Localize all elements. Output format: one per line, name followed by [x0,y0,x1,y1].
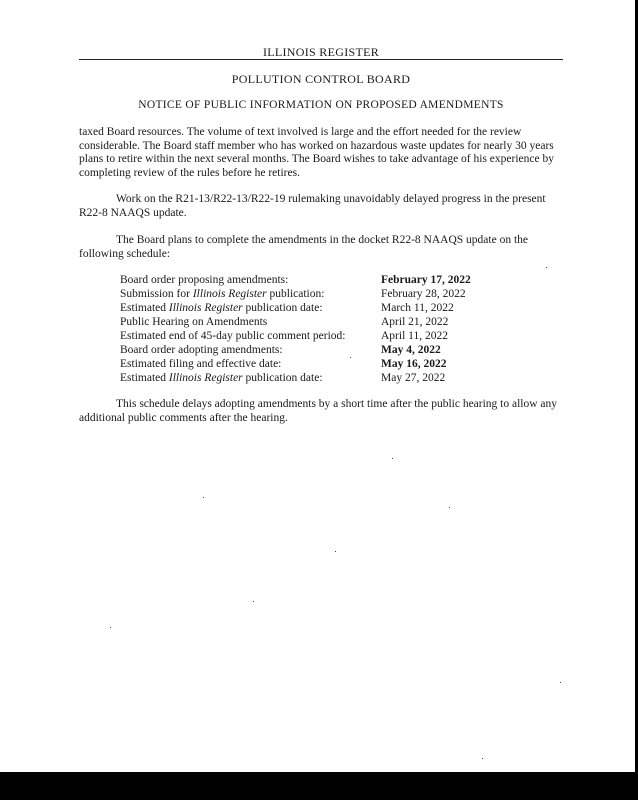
schedule-row [120,315,471,329]
schedule-label: Estimated Illinois Register publication date: [120,372,323,384]
schedule-row [120,329,471,343]
schedule-date: May 27, 2022 [381,372,446,384]
schedule-label: Board order proposing amendments: [120,274,289,286]
schedule-label: Public Hearing on Amendments [120,316,268,328]
schedule-row [120,287,471,301]
scan-bottom-bar [0,772,638,800]
schedule-label: Estimated filing and effective date: [120,358,282,370]
body-paragraph-3: The Board plans to complete the amendments in the docket R22-8 NAAQS update on the following schedule: [79,234,528,260]
scan-speck [253,601,254,602]
schedule-date: April 21, 2022 [381,316,449,328]
notice-title: NOTICE OF PUBLIC INFORMATION ON PROPOSED AMENDMENTS [138,99,504,111]
scan-speck [110,627,111,628]
body-paragraph-1: taxed Board resources. The volume of text involved is large and the effort needed for the review considerable. The Board staff member who has worked on hazardous waste updates for nearly 30 years plans to retire within the next several months. The Board wishes to take advantage of his experience by completing review of the rules before he retires. [79,126,554,180]
scan-speck [449,507,450,508]
schedule-row [120,273,471,287]
schedule-date: May 4, 2022 [381,344,441,356]
schedule-row [120,371,471,385]
scan-speck [335,551,336,552]
scan-speck [482,758,483,759]
scan-speck [560,682,561,683]
scan-speck [203,497,204,498]
body-paragraph-4: This schedule delays adopting amendments by a short time after the public hearing to allow any additional public comments after the hearing. [79,398,558,424]
schedule-row [120,343,471,357]
schedule-date: April 11, 2022 [381,330,448,342]
running-head: ILLINOIS REGISTER [262,45,380,59]
body-paragraph-2: Work on the R21-13/R22-13/R22-19 rulemaking unavoidably delayed progress in the present R22-8 NAAQS update. [79,193,546,219]
schedule-row [120,357,471,371]
schedule-row [120,301,471,315]
schedule-label: Board order adopting amendments: [120,344,283,356]
schedule-table [120,273,471,385]
header-rule [79,59,563,60]
agency-title: POLLUTION CONTROL BOARD [231,72,411,86]
schedule-label: Estimated Illinois Register publication date: [120,302,323,314]
schedule-date: May 16, 2022 [381,358,447,370]
scan-speck [392,458,393,459]
schedule-label: Submission for Illinois Register publication: [120,288,325,300]
schedule-date: March 11, 2022 [381,302,454,314]
schedule-date: February 17, 2022 [381,274,471,286]
schedule-date: February 28, 2022 [381,288,466,300]
scan-speck [546,267,547,268]
schedule-label: Estimated end of 45-day public comment period: [120,330,346,342]
scan-speck [350,357,351,358]
